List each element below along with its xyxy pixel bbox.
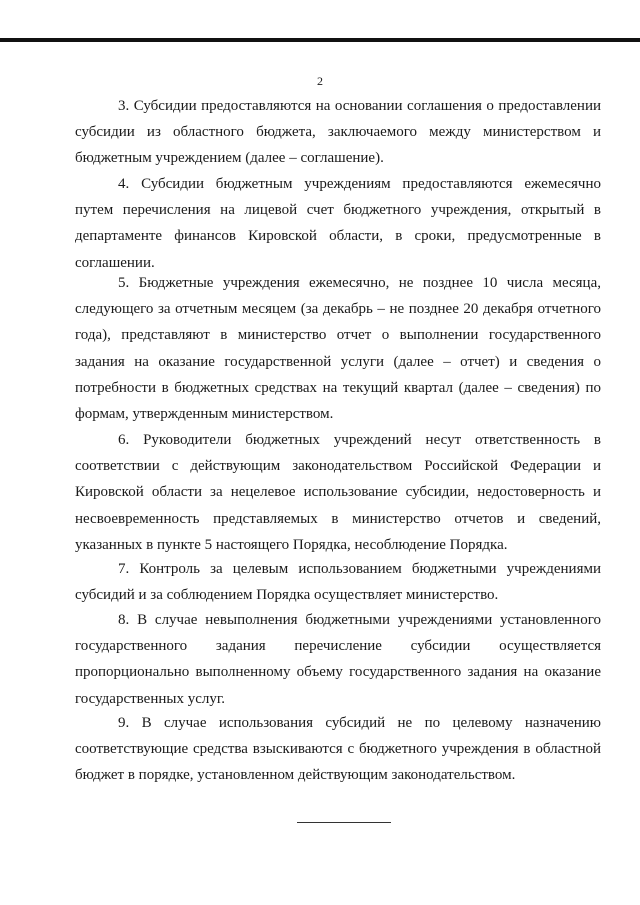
end-of-document-line	[297, 822, 391, 823]
paragraph-6: 6. Руководители бюджетных учреждений несут ответственность в соответствии с действующим законодательством Российской Федерации и Кировской области за нецелевое использование субсидии, недостоверность и несвоевременность представляемых в министерство отчетов и сведений, указанных в пункте 5 настоящего Порядка, несоблюдение Порядка.	[75, 432, 601, 553]
paragraph-9: 9. В случае использования субсидий не по целевому назначению соответствующие средства взыскиваются с бюджетного учреждения в областной бюджет в порядке, установленном действующим законодательством.	[75, 715, 601, 784]
top-border-line	[0, 38, 640, 42]
paragraph-5: 5. Бюджетные учреждения ежемесячно, не позднее 10 числа месяца, следующего за отчетным месяцем (за декабрь – не позднее 20 декабря отчетного года), представляют в министерство отчет о выполнении государственного задания на оказание государственной услуги (далее – отчет) и сведения о потребности в бюджетных средствах на текущий квартал (далее – сведения) по формам, утвержденным министерством.	[75, 275, 601, 423]
paragraph-4: 4. Субсидии бюджетным учреждениям предоставляются ежемесячно путем перечисления на лицевой счет бюджетного учреждения, открытый в департаменте финансов Кировской области, в сроки, предусмотренные в соглашении.	[75, 176, 601, 271]
paragraph-3: 3. Субсидии предоставляются на основании соглашения о предоставлении субсидии из областного бюджета, заключаемого между министерством и бюджетным учреждением (далее – соглашение).	[75, 98, 601, 167]
paragraph-7: 7. Контроль за целевым использованием бюджетными учреждениями субсидий и за соблюдением Порядка осуществляет министерство.	[75, 561, 601, 604]
paragraph-8: 8. В случае невыполнения бюджетными учреждениями установленного государственного задания перечисление субсидии осуществляется пропорционально выполненному объему государственного задания на оказание государственных услуг.	[75, 612, 601, 707]
page-number: 2	[317, 74, 323, 88]
